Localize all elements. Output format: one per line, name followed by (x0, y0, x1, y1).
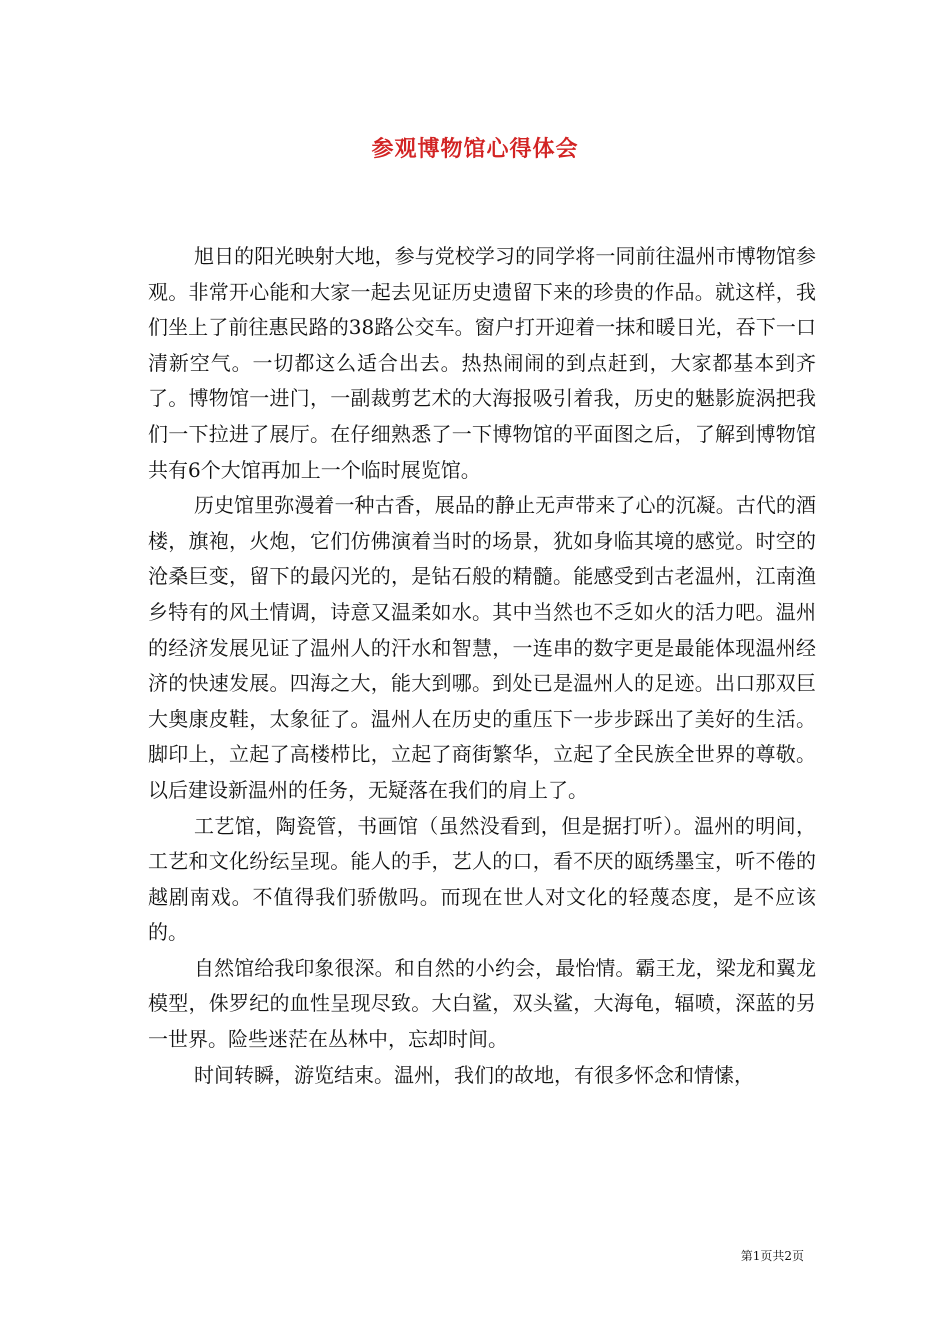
paragraph: 自然馆给我印象很深。和自然的小约会，最怡情。霸王龙，梁龙和翼龙模型，侏罗纪的血性呈现尽致。大白鲨，双头鲨，大海龟，辐喷，深蓝的另一世界。险些迷茫在丛林中，忘却时间。 (148, 955, 816, 1052)
paragraph: 旭日的阳光映射大地，参与党校学习的同学将一同前往温州市博物馆参观。非常开心能和大家一起去见证历史遗留下来的珍贵的作品。就这样，我们坐上了前往惠民路的38路公交车。窗户打开迎着一抹和暖日光，吞下一口清新空气。一切都这么适合出去。热热闹闹的到点赶到，大家都基本到齐了。博物馆一进门，一副裁剪艺术的大海报吸引着我，历史的魅影旋涡把我们一下拉进了展厅。在仔细熟悉了一下博物馆的平面图之后，了解到博物馆共有6个大馆再加上一个临时展览馆。 (148, 244, 816, 482)
page-number-footer: 第1页共2页 (740, 1249, 804, 1263)
document-body (148, 239, 816, 1093)
paragraph: 工艺馆，陶瓷管，书画馆（虽然没看到，但是据打听）。温州的明间，工艺和文化纷纭呈现。能人的手，艺人的口，看不厌的瓯绣墨宝，听不倦的越剧南戏。不值得我们骄傲吗。而现在世人对文化的轻蔑态度，是不应该的。 (148, 813, 816, 945)
paragraph: 历史馆里弥漫着一种古香，展品的静止无声带来了心的沉凝。古代的酒楼，旗袍，火炮，它们仿佛演着当时的场景，犹如身临其境的感觉。时空的沧桑巨变，留下的最闪光的，是钻石般的精髓。能感受到古老温州，江南渔乡特有的风土情调，诗意又温柔如水。其中当然也不乏如火的活力吧。温州的经济发展见证了温州人的汗水和智慧，一连串的数字更是最能体现温州经济的快速发展。四海之大，能大到哪。到处已是温州人的足迹。出口那双巨大奥康皮鞋，太象征了。温州人在历史的重压下一步步踩出了美好的生活。脚印上，立起了高楼栉比，立起了商街繁华，立起了全民族全世界的尊敬。以后建设新温州的任务，无疑落在我们的肩上了。 (148, 493, 816, 802)
document-title: 参观博物馆心得体会 (371, 136, 579, 162)
paragraph: 时间转瞬，游览结束。温州，我们的故地，有很多怀念和情愫， (194, 1062, 754, 1087)
